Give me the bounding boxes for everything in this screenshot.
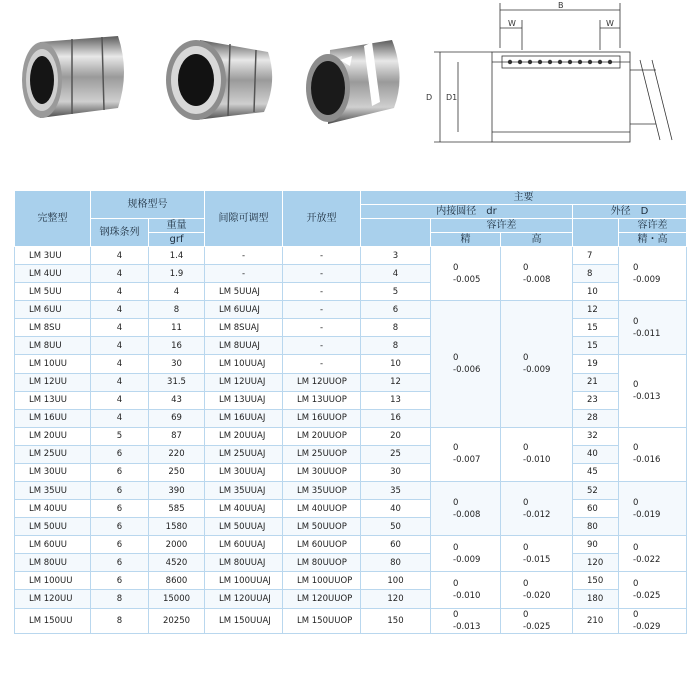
ball-rows-cell: 4: [91, 373, 149, 391]
open-model-cell: LM 80UUOP: [283, 554, 361, 572]
model-cell: LM 25UU: [15, 445, 91, 463]
ball-rows-cell: 4: [91, 319, 149, 337]
header-outer-diameter: 外径 D: [573, 205, 687, 219]
adjustable-model-cell: LM 13UUAJ: [205, 391, 283, 409]
inner-diameter-cell: 80: [361, 554, 431, 572]
weight-cell: 8600: [149, 572, 205, 590]
header-ball-rows: 钢珠条列: [91, 219, 149, 247]
open-model-cell: LM 50UUOP: [283, 518, 361, 536]
open-model-cell: LM 20UUOP: [283, 427, 361, 445]
outer-diameter-cell: 52: [573, 482, 619, 500]
open-model-cell: LM 150UUOP: [283, 608, 361, 633]
outer-diameter-cell: 21: [573, 373, 619, 391]
outer-diameter-cell: 8: [573, 265, 619, 283]
inner-diameter-cell: 10: [361, 355, 431, 373]
dim-d1-label: D1: [446, 93, 458, 102]
bearing-technical-drawing: [420, 0, 700, 160]
table-row: [15, 247, 687, 265]
model-cell: LM 100UU: [15, 572, 91, 590]
dr-high-tolerance: 0 -0.025: [501, 608, 573, 633]
ball-rows-cell: 6: [91, 554, 149, 572]
inner-diameter-cell: 6: [361, 301, 431, 319]
dr-precision-tolerance: 0 -0.006: [431, 301, 501, 428]
inner-diameter-cell: 50: [361, 518, 431, 536]
ball-rows-cell: 4: [91, 301, 149, 319]
weight-cell: 1.9: [149, 265, 205, 283]
header-spec-model: 规格型号: [91, 191, 205, 219]
weight-cell: 31.5: [149, 373, 205, 391]
header-weight: 重量: [149, 219, 205, 233]
dr-precision-tolerance: 0 -0.009: [431, 536, 501, 572]
header-weight-unit: grf: [149, 233, 205, 247]
adjustable-model-cell: LM 10UUAJ: [205, 355, 283, 373]
open-model-cell: -: [283, 301, 361, 319]
inner-diameter-cell: 13: [361, 391, 431, 409]
model-cell: LM 16UU: [15, 409, 91, 427]
ball-rows-cell: 4: [91, 355, 149, 373]
inner-diameter-cell: 4: [361, 265, 431, 283]
open-model-cell: LM 25UUOP: [283, 445, 361, 463]
adjustable-model-cell: LM 12UUAJ: [205, 373, 283, 391]
inner-diameter-cell: 20: [361, 427, 431, 445]
inner-diameter-cell: 8: [361, 337, 431, 355]
adjustable-model-cell: LM 60UUAJ: [205, 536, 283, 554]
model-cell: LM 60UU: [15, 536, 91, 554]
adjustable-model-cell: -: [205, 265, 283, 283]
ball-rows-cell: 8: [91, 590, 149, 608]
adjustable-model-cell: LM 6UUAJ: [205, 301, 283, 319]
weight-cell: 4: [149, 283, 205, 301]
model-cell: LM 10UU: [15, 355, 91, 373]
dr-precision-tolerance: 0 -0.010: [431, 572, 501, 608]
dim-d-label: D: [426, 93, 433, 102]
table-row: [15, 590, 687, 608]
d-tolerance: 0 -0.025: [619, 572, 687, 608]
table-row: [15, 536, 687, 554]
model-cell: LM 13UU: [15, 391, 91, 409]
d-tolerance: 0 -0.011: [619, 301, 687, 355]
outer-diameter-cell: 180: [573, 590, 619, 608]
outer-diameter-cell: 120: [573, 554, 619, 572]
adjustable-model-cell: LM 20UUAJ: [205, 427, 283, 445]
ball-rows-cell: 6: [91, 500, 149, 518]
weight-cell: 8: [149, 301, 205, 319]
adjustable-model-cell: -: [205, 247, 283, 265]
table-row: [15, 319, 687, 337]
outer-diameter-cell: 210: [573, 608, 619, 633]
dr-precision-tolerance: 0 -0.008: [431, 482, 501, 536]
table-row: [15, 500, 687, 518]
dim-b-label: B: [558, 1, 564, 10]
bearing-photo-closed: [18, 32, 136, 128]
adjustable-model-cell: LM 40UUAJ: [205, 500, 283, 518]
header-inner-diameter: 内接圆径 dr: [361, 205, 573, 219]
ball-rows-cell: 6: [91, 463, 149, 481]
dr-precision-tolerance: 0 -0.005: [431, 247, 501, 301]
header-d-value: [573, 219, 619, 247]
inner-diameter-cell: 3: [361, 247, 431, 265]
bearing-photo-adjustable: [160, 30, 280, 130]
ball-rows-cell: 6: [91, 482, 149, 500]
inner-diameter-cell: 5: [361, 283, 431, 301]
weight-cell: 4520: [149, 554, 205, 572]
outer-diameter-cell: 60: [573, 500, 619, 518]
adjustable-model-cell: LM 25UUAJ: [205, 445, 283, 463]
adjustable-model-cell: LM 150UUAJ: [205, 608, 283, 633]
adjustable-model-cell: LM 50UUAJ: [205, 518, 283, 536]
inner-diameter-cell: 8: [361, 319, 431, 337]
weight-cell: 15000: [149, 590, 205, 608]
table-row: [15, 572, 687, 590]
table-row: [15, 283, 687, 301]
inner-diameter-cell: 12: [361, 373, 431, 391]
weight-cell: 69: [149, 409, 205, 427]
spec-table-body: [15, 247, 687, 634]
inner-diameter-cell: 150: [361, 608, 431, 633]
header-d-tolerance: 容许差: [619, 219, 687, 233]
dr-high-tolerance: 0 -0.009: [501, 301, 573, 428]
ball-rows-cell: 8: [91, 608, 149, 633]
outer-diameter-cell: 90: [573, 536, 619, 554]
adjustable-model-cell: LM 120UUAJ: [205, 590, 283, 608]
open-model-cell: -: [283, 319, 361, 337]
table-row: [15, 301, 687, 319]
model-cell: LM 80UU: [15, 554, 91, 572]
ball-rows-cell: 6: [91, 572, 149, 590]
inner-diameter-cell: 100: [361, 572, 431, 590]
table-row: [15, 463, 687, 481]
d-tolerance: 0 -0.013: [619, 355, 687, 427]
outer-diameter-cell: 32: [573, 427, 619, 445]
adjustable-model-cell: LM 8UUAJ: [205, 337, 283, 355]
table-row: [15, 518, 687, 536]
dr-high-tolerance: 0 -0.015: [501, 536, 573, 572]
dr-precision-tolerance: 0 -0.013: [431, 608, 501, 633]
model-cell: LM 4UU: [15, 265, 91, 283]
table-row: [15, 554, 687, 572]
ball-rows-cell: 4: [91, 265, 149, 283]
model-cell: LM 3UU: [15, 247, 91, 265]
outer-diameter-cell: 45: [573, 463, 619, 481]
inner-diameter-cell: 30: [361, 463, 431, 481]
ball-rows-cell: 4: [91, 391, 149, 409]
model-cell: LM 120UU: [15, 590, 91, 608]
ball-rows-cell: 5: [91, 427, 149, 445]
model-cell: LM 20UU: [15, 427, 91, 445]
weight-cell: 16: [149, 337, 205, 355]
ball-rows-cell: 6: [91, 518, 149, 536]
table-row: [15, 427, 687, 445]
header-dr-tolerance: 容许差: [431, 219, 573, 233]
inner-diameter-cell: 25: [361, 445, 431, 463]
open-model-cell: -: [283, 247, 361, 265]
header-high: 高: [501, 233, 573, 247]
model-cell: LM 35UU: [15, 482, 91, 500]
adjustable-model-cell: LM 16UUAJ: [205, 409, 283, 427]
dr-high-tolerance: 0 -0.008: [501, 247, 573, 301]
open-model-cell: LM 12UUOP: [283, 373, 361, 391]
open-model-cell: LM 40UUOP: [283, 500, 361, 518]
model-cell: LM 30UU: [15, 463, 91, 481]
weight-cell: 390: [149, 482, 205, 500]
ball-rows-cell: 4: [91, 247, 149, 265]
ball-rows-cell: 6: [91, 536, 149, 554]
table-row: [15, 373, 687, 391]
outer-diameter-cell: 15: [573, 337, 619, 355]
open-model-cell: -: [283, 283, 361, 301]
weight-cell: 250: [149, 463, 205, 481]
weight-cell: 220: [149, 445, 205, 463]
ball-rows-cell: 4: [91, 409, 149, 427]
weight-cell: 87: [149, 427, 205, 445]
outer-diameter-cell: 150: [573, 572, 619, 590]
adjustable-model-cell: LM 8SUAJ: [205, 319, 283, 337]
weight-cell: 11: [149, 319, 205, 337]
model-cell: LM 150UU: [15, 608, 91, 633]
weight-cell: 2000: [149, 536, 205, 554]
outer-diameter-cell: 40: [573, 445, 619, 463]
model-cell: LM 8UU: [15, 337, 91, 355]
dr-high-tolerance: 0 -0.020: [501, 572, 573, 608]
table-row: [15, 337, 687, 355]
outer-diameter-cell: 15: [573, 319, 619, 337]
open-model-cell: LM 35UUOP: [283, 482, 361, 500]
dr-high-tolerance: 0 -0.012: [501, 482, 573, 536]
ball-rows-cell: 6: [91, 445, 149, 463]
ball-rows-cell: 4: [91, 283, 149, 301]
open-model-cell: LM 60UUOP: [283, 536, 361, 554]
weight-cell: 585: [149, 500, 205, 518]
open-model-cell: LM 100UUOP: [283, 572, 361, 590]
open-model-cell: -: [283, 355, 361, 373]
open-model-cell: LM 13UUOP: [283, 391, 361, 409]
model-cell: LM 6UU: [15, 301, 91, 319]
table-row: [15, 265, 687, 283]
d-tolerance: 0 -0.019: [619, 482, 687, 536]
header-complete-type: 完整型: [15, 191, 91, 247]
model-cell: LM 12UU: [15, 373, 91, 391]
table-row: [15, 608, 687, 633]
d-tolerance: 0 -0.009: [619, 247, 687, 301]
product-images: [0, 0, 700, 160]
table-row: [15, 355, 687, 373]
outer-diameter-cell: 12: [573, 301, 619, 319]
model-cell: LM 8SU: [15, 319, 91, 337]
dim-w-left-label: W: [508, 19, 516, 28]
weight-cell: 20250: [149, 608, 205, 633]
d-tolerance: 0 -0.022: [619, 536, 687, 572]
model-cell: LM 50UU: [15, 518, 91, 536]
open-model-cell: LM 16UUOP: [283, 409, 361, 427]
bearing-spec-table: [14, 190, 687, 634]
outer-diameter-cell: 80: [573, 518, 619, 536]
inner-diameter-cell: 35: [361, 482, 431, 500]
ball-rows-cell: 4: [91, 337, 149, 355]
outer-diameter-cell: 19: [573, 355, 619, 373]
header-main: 主要: [361, 191, 687, 205]
adjustable-model-cell: LM 80UUAJ: [205, 554, 283, 572]
open-model-cell: -: [283, 337, 361, 355]
adjustable-model-cell: LM 100UUAJ: [205, 572, 283, 590]
header-adjustable: 间隙可调型: [205, 191, 283, 247]
inner-diameter-cell: 60: [361, 536, 431, 554]
header-precision: 精: [431, 233, 501, 247]
open-model-cell: LM 120UUOP: [283, 590, 361, 608]
model-cell: LM 40UU: [15, 500, 91, 518]
adjustable-model-cell: LM 30UUAJ: [205, 463, 283, 481]
weight-cell: 30: [149, 355, 205, 373]
header-dr-value: [361, 219, 431, 247]
table-row: [15, 409, 687, 427]
outer-diameter-cell: 10: [573, 283, 619, 301]
weight-cell: 1.4: [149, 247, 205, 265]
bearing-photo-open: [300, 36, 410, 132]
outer-diameter-cell: 28: [573, 409, 619, 427]
outer-diameter-cell: 23: [573, 391, 619, 409]
weight-cell: 43: [149, 391, 205, 409]
header-open-type: 开放型: [283, 191, 361, 247]
dr-high-tolerance: 0 -0.010: [501, 427, 573, 481]
inner-diameter-cell: 40: [361, 500, 431, 518]
dim-w-right-label: W: [606, 19, 614, 28]
open-model-cell: LM 30UUOP: [283, 463, 361, 481]
d-tolerance: 0 -0.016: [619, 427, 687, 481]
inner-diameter-cell: 16: [361, 409, 431, 427]
adjustable-model-cell: LM 5UUAJ: [205, 283, 283, 301]
inner-diameter-cell: 120: [361, 590, 431, 608]
adjustable-model-cell: LM 35UUAJ: [205, 482, 283, 500]
dr-precision-tolerance: 0 -0.007: [431, 427, 501, 481]
header-precision-high: 精・高: [619, 233, 687, 247]
outer-diameter-cell: 7: [573, 247, 619, 265]
table-row: [15, 445, 687, 463]
model-cell: LM 5UU: [15, 283, 91, 301]
table-row: [15, 391, 687, 409]
weight-cell: 1580: [149, 518, 205, 536]
d-tolerance: 0 -0.029: [619, 608, 687, 633]
open-model-cell: -: [283, 265, 361, 283]
table-row: [15, 482, 687, 500]
